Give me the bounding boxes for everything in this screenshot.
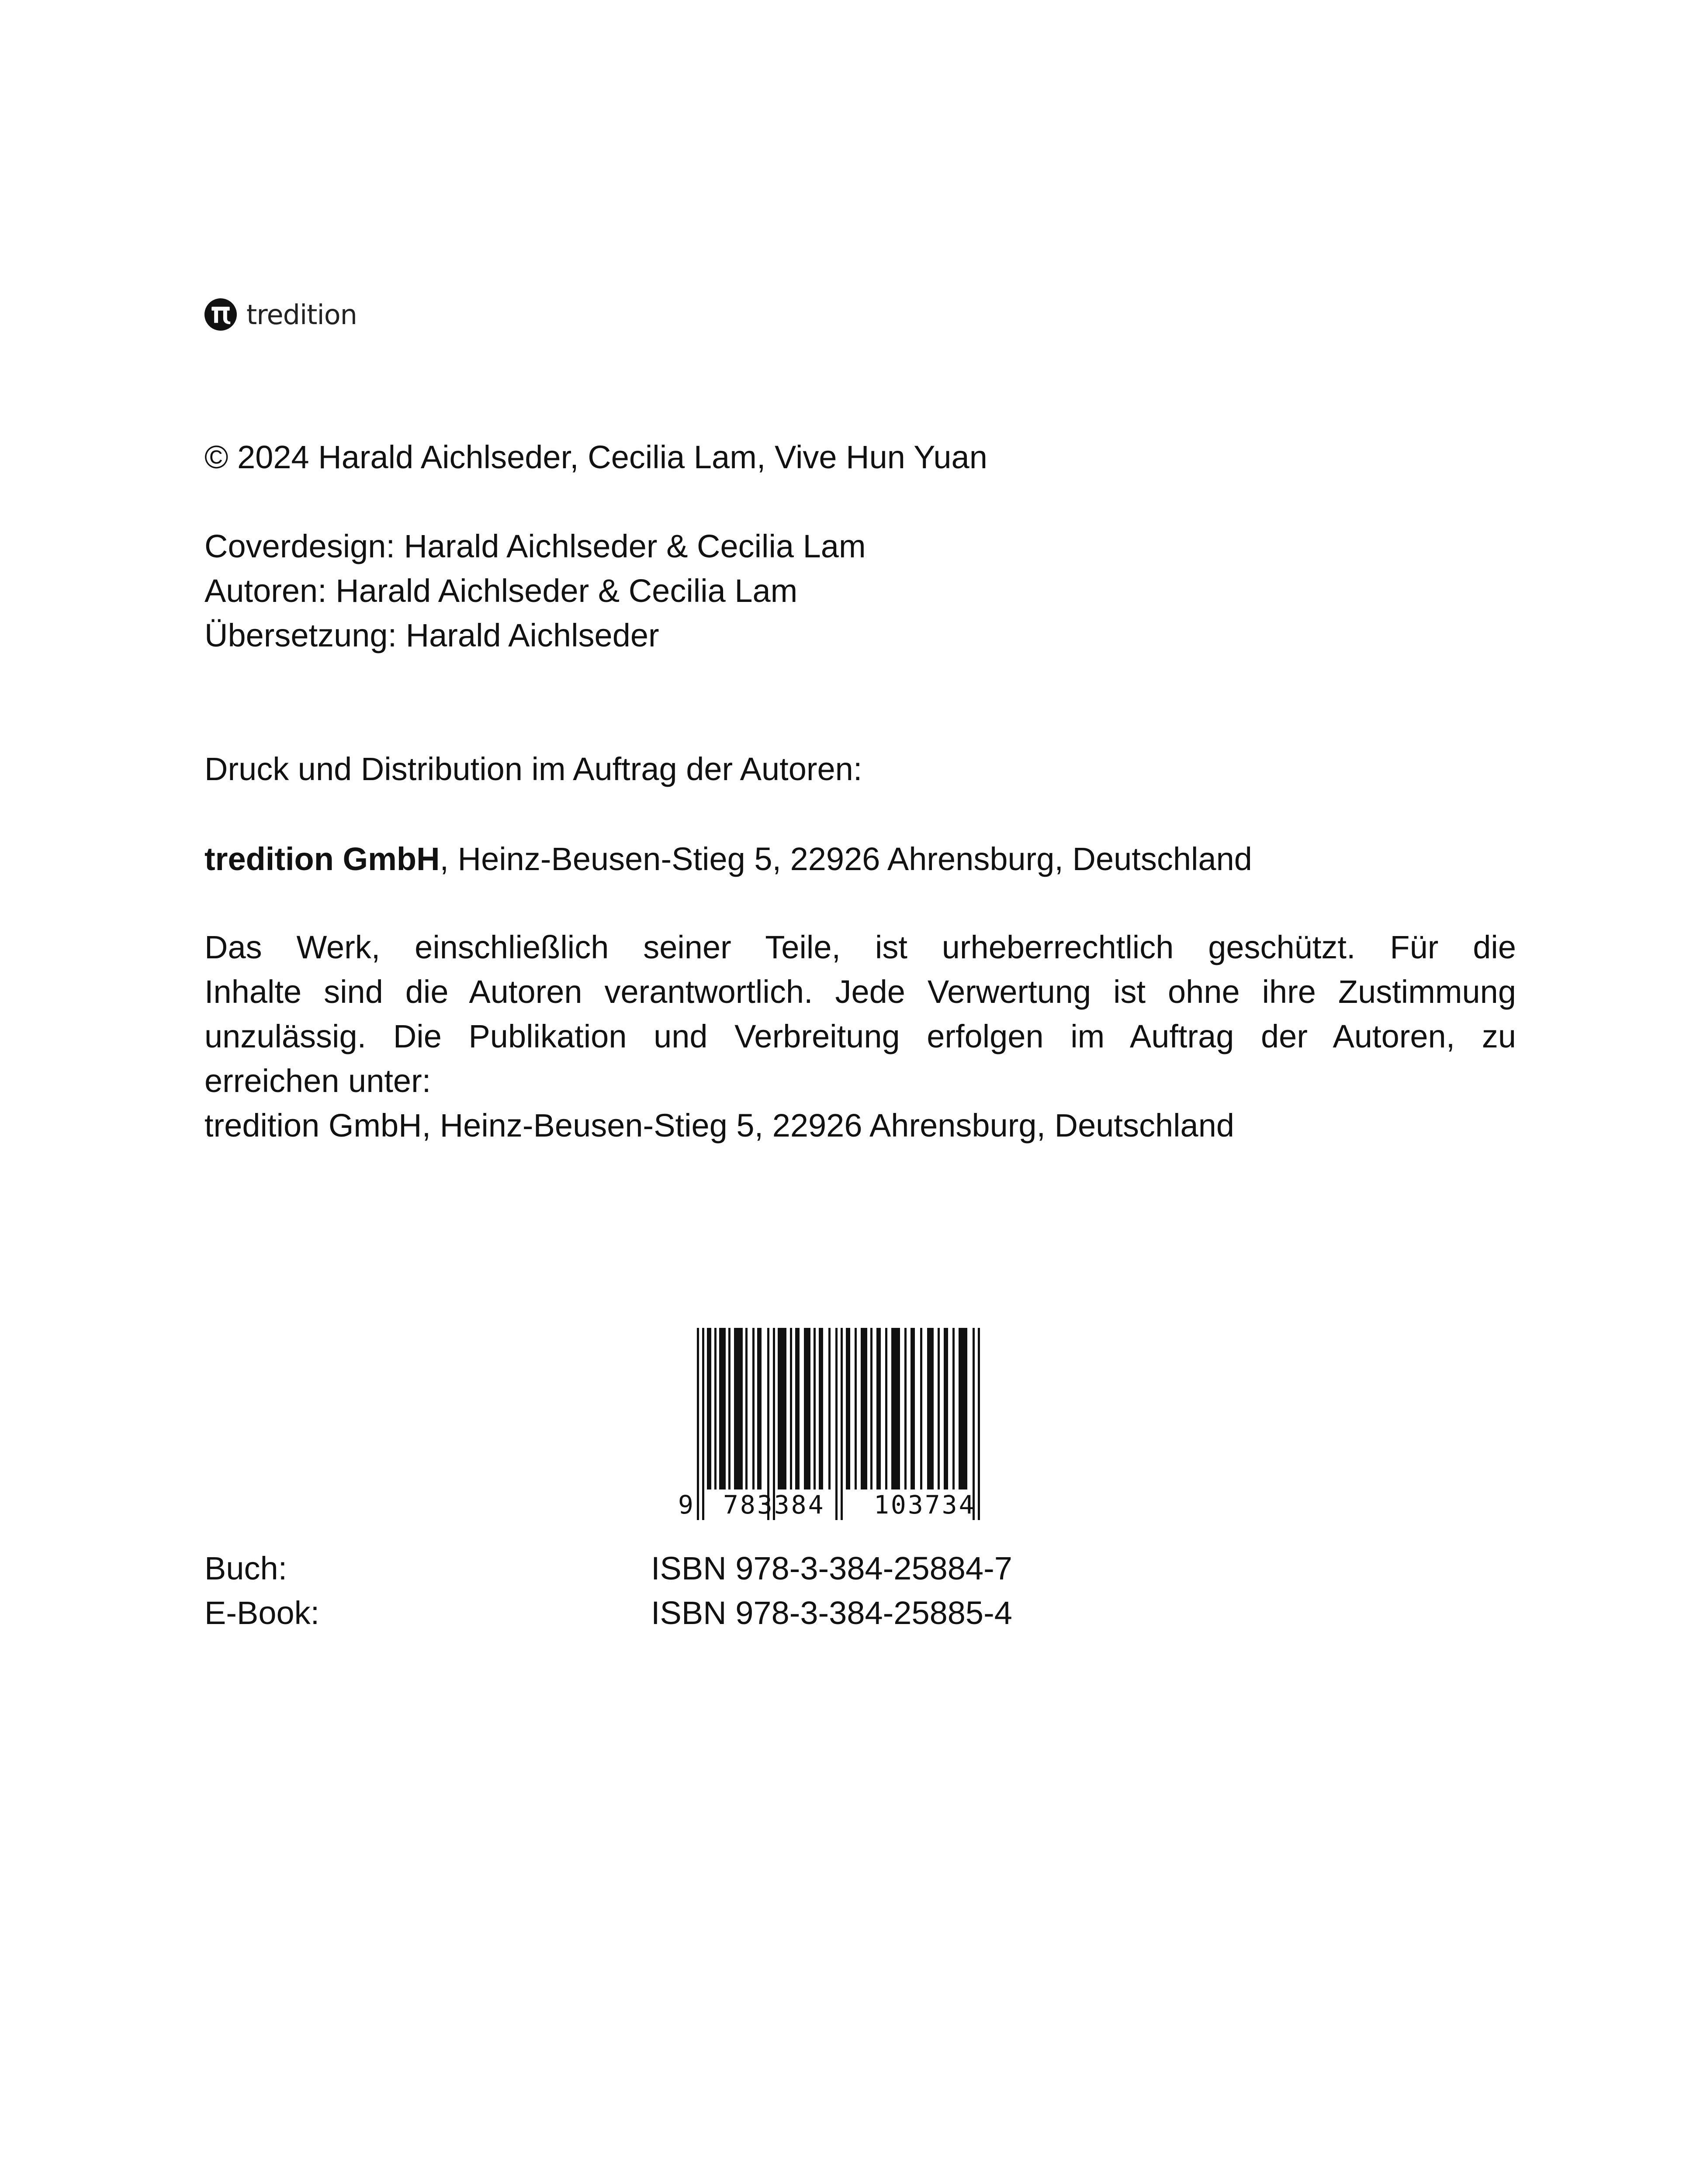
barcode-bar [734,1328,743,1489]
barcode-bar [728,1328,731,1489]
barcode-bar [835,1328,838,1520]
barcode-bar [752,1328,755,1489]
barcode-bar [745,1328,748,1489]
barcode-bar [702,1328,704,1520]
distribution-note: Druck und Distribution im Auftrag der Autoren: [204,751,862,787]
logo-wordmark: tredition [246,298,357,331]
isbn-value-ebook: ISBN 978-3-384-25885-4 [651,1595,1012,1631]
barcode-bar [904,1328,907,1489]
barcode-bar [927,1328,934,1489]
barcode-digits-left: 783384 [723,1490,825,1520]
publisher-line [204,837,1252,881]
credits-block [204,524,866,658]
isbn-labels [204,1546,319,1635]
barcode-bar [891,1328,900,1489]
barcode-bar [978,1328,980,1520]
isbn-value-book: ISBN 978-3-384-25884-7 [651,1550,1012,1586]
barcode-bar [870,1328,872,1489]
legal-line: Das Werk, einschließlich seiner Teile, ist urheberrechtlich geschützt. Für die [204,929,1516,965]
barcode-bar [757,1328,762,1489]
tredition-logo-icon [204,298,237,331]
barcode-bar [714,1328,717,1489]
barcode-digits-right: 103734 [874,1490,976,1520]
barcode-bar [920,1328,922,1489]
credit-translation: Übersetzung: Harald Aichlseder [204,617,659,653]
barcode-bar [778,1328,786,1489]
barcode-bar [952,1328,955,1489]
barcode-bar [944,1328,948,1489]
publisher-address: , Heinz-Beusen-Stieg 5, 22926 Ahrensburg, Deutschland [440,841,1252,877]
barcode-bar [697,1328,699,1520]
legal-line: erreichen unter: [204,1063,431,1099]
legal-notice [204,925,1516,1148]
legal-line: Inhalte sind die Autoren verantwortlich. Jede Verwertung ist ohne ihre Zustimmung [204,974,1516,1010]
barcode-bar [795,1328,800,1489]
barcode-bar [959,1328,967,1489]
isbn-values [651,1546,1012,1635]
barcode-bar [861,1328,867,1489]
barcode-bar [819,1328,823,1489]
isbn-barcode [673,1328,1022,1524]
barcode-bar [719,1328,726,1489]
publisher-logo [204,297,357,332]
barcode-graphic [673,1328,1022,1524]
credit-authors: Autoren: Harald Aichlseder & Cecilia Lam [204,573,798,609]
barcode-bar [938,1328,940,1489]
publisher-name: tredition GmbH [204,841,440,877]
barcode-digit-first: 9 [678,1490,693,1520]
barcode-bar [707,1328,711,1489]
barcode-bar [911,1328,915,1489]
barcode-bar [846,1328,850,1489]
barcode-bar [804,1328,810,1489]
barcode-bar [841,1328,843,1520]
isbn-label-ebook: E-Book: [204,1595,320,1631]
barcode-bar [876,1328,881,1489]
barcode-bar [828,1328,831,1489]
copyright-line: © 2024 Harald Aichlseder, Cecilia Lam, Vive Hun Yuan [204,439,987,475]
legal-line: unzulässig. Die Publikation und Verbreitung erfolgen im Auftrag der Autoren, zu [204,1018,1516,1054]
barcode-bar [885,1328,887,1489]
barcode-bar [814,1328,816,1489]
isbn-label-book: Buch: [204,1550,287,1586]
barcode-bar [855,1328,857,1489]
credit-coverdesign: Coverdesign: Harald Aichlseder & Cecilia Lam [204,528,866,564]
barcode-bar [790,1328,792,1489]
legal-address: tredition GmbH, Heinz-Beusen-Stieg 5, 22926 Ahrensburg, Deutschland [204,1107,1235,1144]
